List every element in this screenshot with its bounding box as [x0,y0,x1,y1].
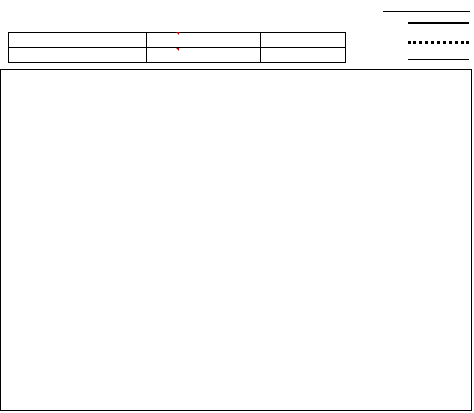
manual-line-sample [408,22,469,24]
operations-table [0,69,472,411]
automatic-line-sample [408,41,469,44]
comment-marker [176,32,179,35]
date-underline [383,11,470,12]
comment-marker [176,48,179,51]
walk-line-sample [408,59,469,60]
